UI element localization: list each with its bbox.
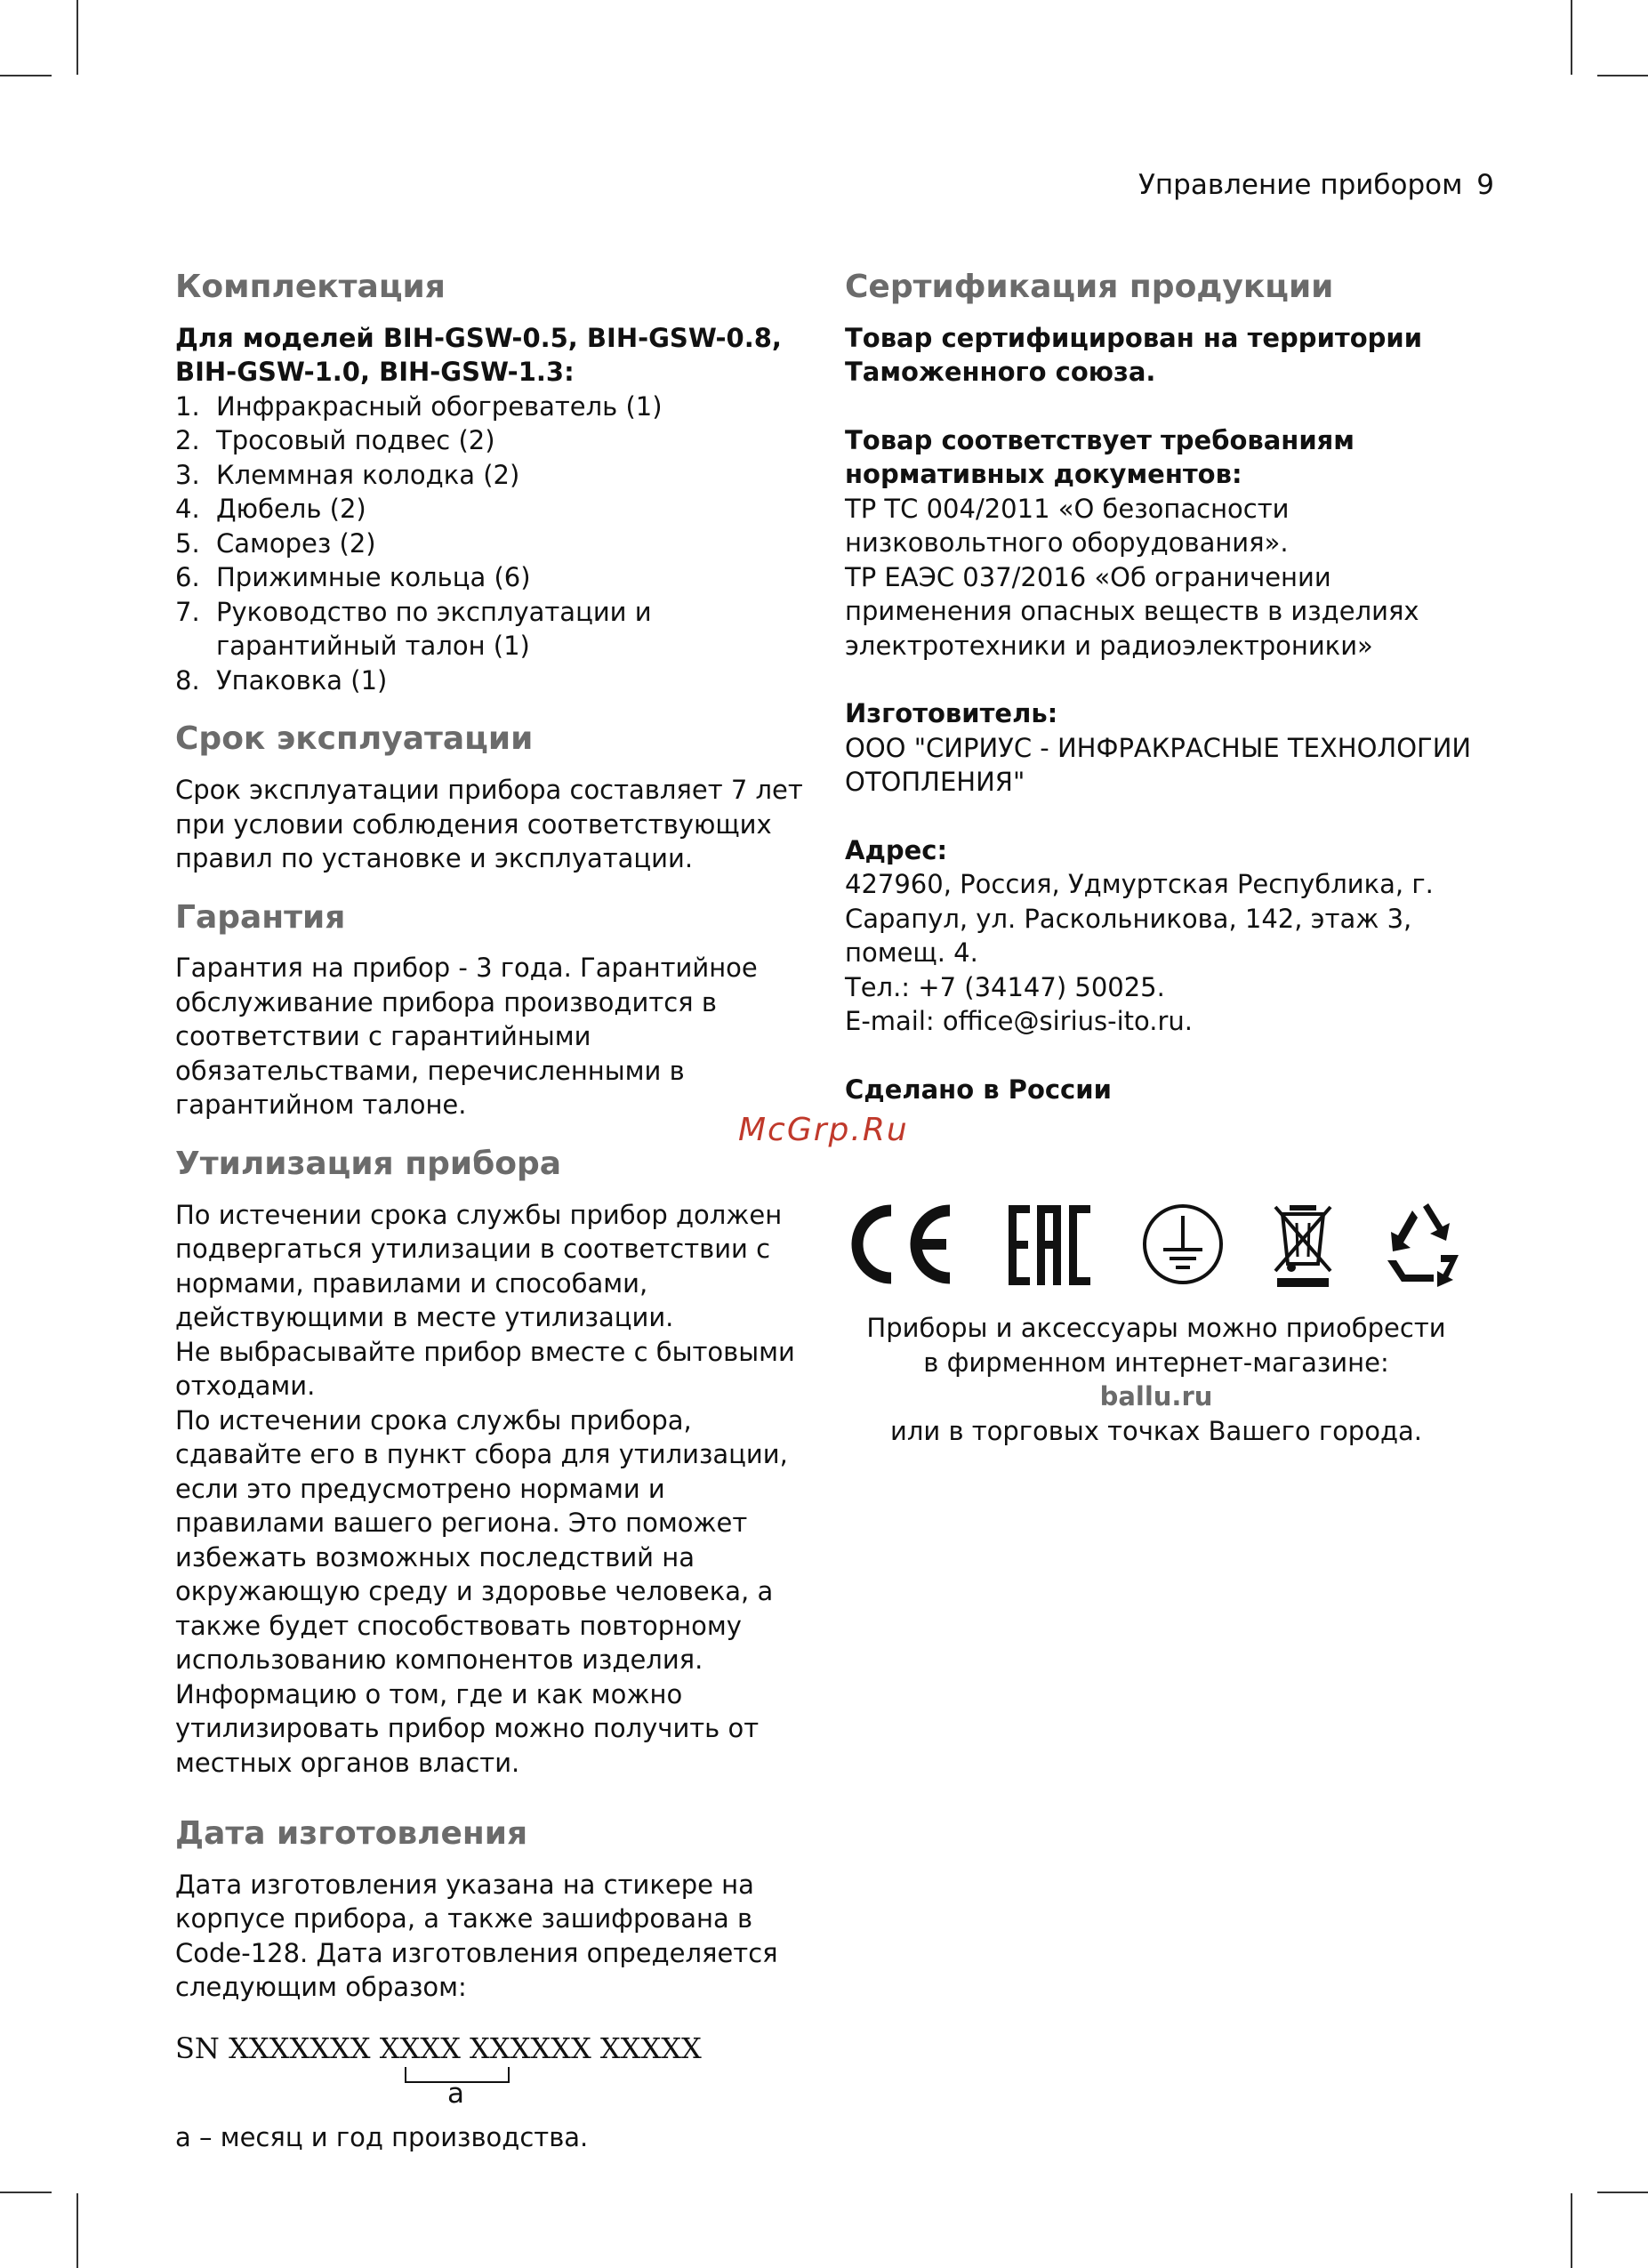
made-in-text: Сделано в России <box>845 1074 1112 1105</box>
protective-earth-icon <box>1138 1200 1227 1289</box>
models-line: Для моделей BIH-GSW-0.5, BIH-GSW-0.8, BIH-GSW-1.0, BIH-GSW-1.3: <box>175 322 782 388</box>
serial-number-diagram <box>175 2031 805 2120</box>
crop-mark <box>1597 2192 1648 2193</box>
serial-number-line: SN XXXXXXX XXXX XXXXXX XXXXX <box>175 2031 702 2065</box>
ce-mark-icon <box>845 1200 961 1289</box>
email-text: E-mail: office@sirius-ito.ru. <box>845 1006 1193 1037</box>
phone-text: Тел.: +7 (34147) 50025. <box>845 971 1165 1002</box>
certification-marks <box>845 1195 1467 1293</box>
shop-line-2: в фирменном интернет-магазине: <box>923 1347 1389 1378</box>
section-heading-utilizatsiya: Утилизация прибора <box>175 1145 562 1182</box>
shop-line-3: или в торговых точках Вашего города. <box>890 1415 1422 1446</box>
utilizatsiya-p2: Не выбрасывайте прибор вместе с бытовыми отходами. <box>175 1336 795 1402</box>
package-list <box>175 390 805 698</box>
address-text: 427960, Россия, Удмуртская Республика, г. Сарапул, ул. Раскольникова, 142, этаж 3, помещ. 4. <box>845 869 1434 969</box>
list-item: 8. Упаковка (1) <box>175 664 388 696</box>
watermark: McGrp.Ru <box>738 1112 909 1148</box>
list-item: 5. Саморез (2) <box>175 527 376 559</box>
utilizatsiya-p4: Информацию о том, где и как можно утилизировать прибор можно получить от местных органов власти. <box>175 1678 760 1778</box>
manufacturer-name: ООО "СИРИУС - ИНФРАКРАСНЫЕ ТЕХНОЛОГИИ ОТОПЛЕНИЯ" <box>845 732 1472 798</box>
section-heading-data-izg: Дата изготовления <box>175 1815 528 1853</box>
recycle-icon <box>1379 1200 1467 1289</box>
crop-mark <box>1571 2193 1572 2268</box>
serial-number-marker: a <box>447 2077 464 2110</box>
address-label: Адрес: <box>845 834 948 865</box>
right-column <box>845 267 1476 1448</box>
srok-text: Срок эксплуатации прибора составляет 7 лет при условии соблюдения соответствующих правил по установке и эксплуатации. <box>175 775 803 874</box>
list-item: 3. Клеммная колодка (2) <box>175 459 520 490</box>
crop-mark <box>76 2193 78 2268</box>
section-heading-garantiya: Гарантия <box>175 898 346 936</box>
list-item: 7. Руководство по эксплуатации и гарантийный талон (1) <box>175 596 652 662</box>
certified-text: Товар сертифицирован на территории Таможенного союза. <box>845 322 1423 388</box>
weee-crossed-bin-icon <box>1272 1200 1334 1289</box>
crop-mark <box>1597 75 1648 76</box>
data-izg-legend: a – месяц и год производства. <box>175 2121 589 2152</box>
crop-mark <box>0 2192 52 2193</box>
utilizatsiya-p3: По истечении срока службы прибора, сдавайте его в пункт сбора для утилизации, если это предусмотрено нормами и правилами вашего региона. Это поможет избежать возможных последствий на окружающую среду и здоровье человека, а также будет способствовать повторному использованию компонентов изделия. <box>175 1404 788 1676</box>
list-item: 6. Прижимные кольца (6) <box>175 562 531 593</box>
section-heading-komplektatsiya: Комплектация <box>175 269 446 305</box>
crop-mark <box>0 75 52 76</box>
header-title: Управление прибором <box>1138 169 1463 201</box>
crop-mark <box>1571 0 1572 75</box>
manufacturer-label: Изготовитель: <box>845 698 1058 729</box>
section-heading-sertifikatsiya: Сертификация продукции <box>845 269 1334 305</box>
section-heading-srok: Срок эксплуатации <box>175 720 534 758</box>
tr-004: ТР ТС 004/2011 «О безопасности низковольтного оборудования». <box>845 493 1290 559</box>
garantiya-text: Гарантия на прибор - 3 года. Гарантийное обслуживание прибора производится в соответствии с гарантийными обязательствами, перечисленными в гарантийном талоне. <box>175 953 758 1121</box>
list-item: 1. Инфракрасный обогреватель (1) <box>175 390 663 422</box>
page-number: 9 <box>1476 169 1494 201</box>
utilizatsiya-p1: По истечении срока службы прибор должен подвергаться утилизации в соответствии с нормами, правилами и способами, действующими в месте утилизации. <box>175 1199 783 1333</box>
shop-site-link[interactable]: ballu.ru <box>1099 1381 1213 1412</box>
conforms-text: Товар соответствует требованиям нормативных документов: <box>845 424 1355 490</box>
tr-037: ТР ЕАЭС 037/2016 «Об ограничении применения опасных веществ в изделиях электротехники и радиоэлектроники» <box>845 561 1419 661</box>
left-column <box>175 267 805 2154</box>
shop-line-1: Приборы и аксессуары можно приобрести <box>866 1313 1446 1344</box>
eac-mark-icon <box>1005 1200 1094 1289</box>
data-izg-text: Дата изготовления указана на стикере на корпусе прибора, а также зашифрована в Code-128. Дата изготовления определяется следующим образом: <box>175 1869 778 2003</box>
crop-mark <box>76 0 78 75</box>
shop-info <box>845 1311 1467 1448</box>
list-item: 4. Дюбель (2) <box>175 494 366 525</box>
list-item: 2. Тросовый подвес (2) <box>175 425 495 456</box>
